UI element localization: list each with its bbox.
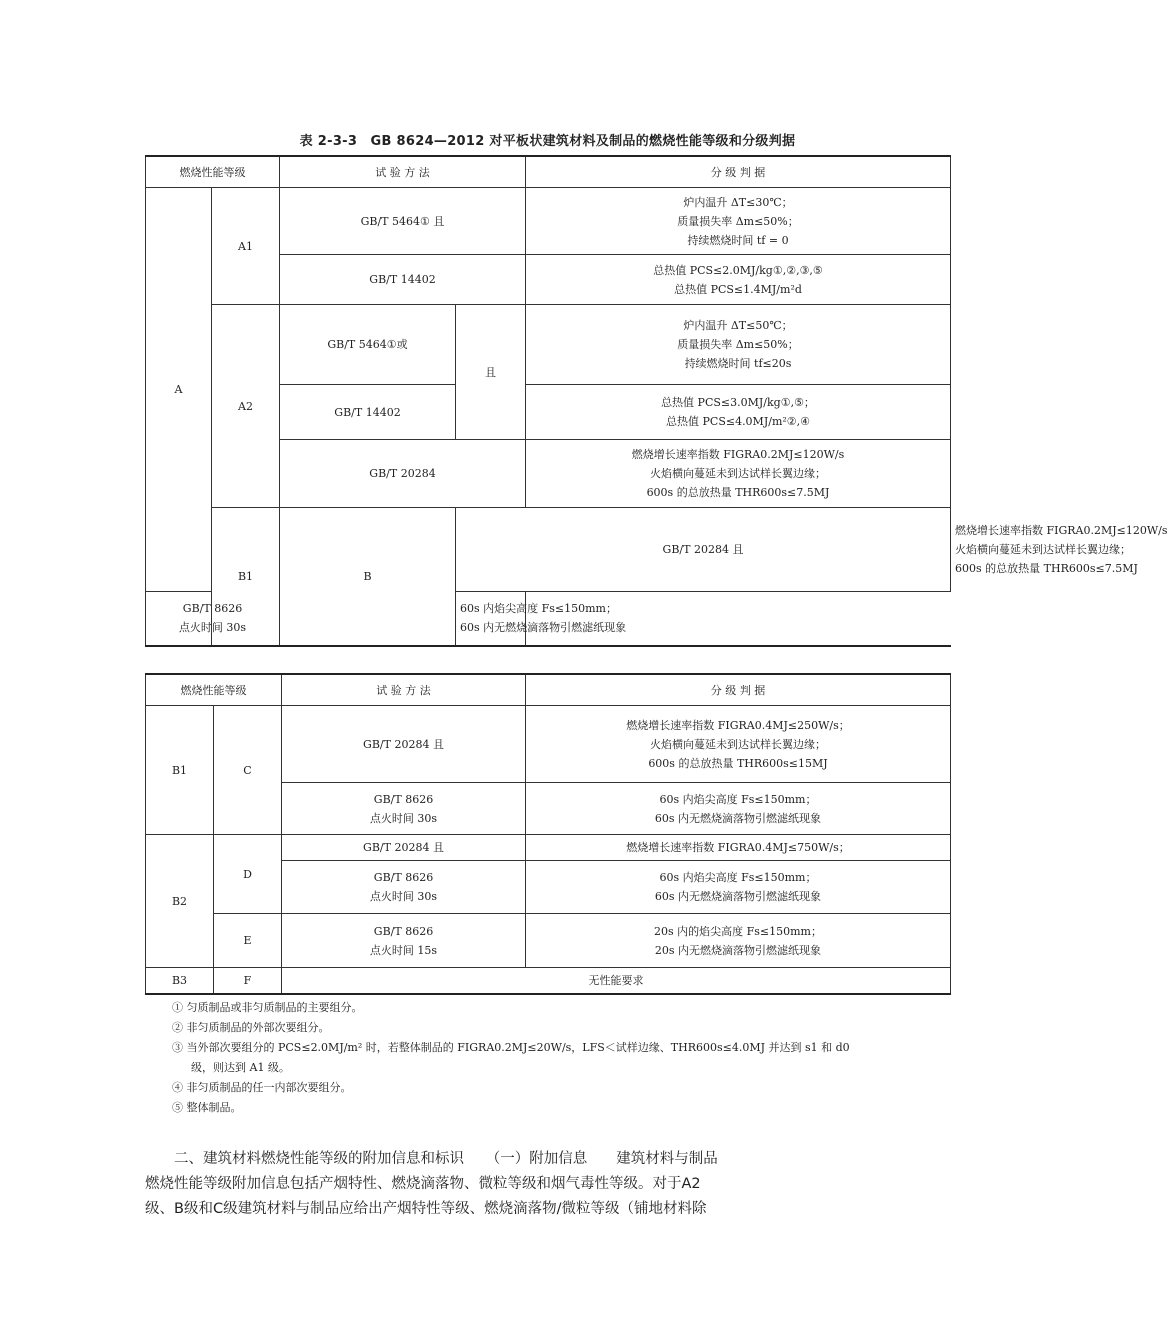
method-A1-1: GB/T 5464① 且	[280, 188, 526, 255]
subgrade-B: B	[280, 508, 456, 646]
grade-B3: B3	[146, 968, 214, 994]
note-1: ① 匀质制品或非匀质制品的主要组分。	[172, 1001, 363, 1014]
method-B-1: GB/T 20284 且	[456, 508, 951, 592]
criteria-D-1: 燃烧增长速率指数 FIGRA0.4MJ≤750W/s；	[526, 835, 951, 861]
table-part1: 燃烧性能等级 试 验 方 法 分 级 判 据 A A1 GB/T 5464① 且 炉内温升 ΔT≤30℃； 质量损失率 Δm≤50%； 持续燃烧时间 tf = 0 GB/T 14402 总热值 PCS≤2.0MJ/kg①,②,③,⑤ 总热值 PCS≤1.4MJ/m²d A2 GB/T 5464①或 且 炉内温升 ΔT≤50℃； 质量损失率 Δm≤50%； 持续燃烧时间 tf≤20s GB/T 14402 总热值 PCS≤3.0MJ/kg①,⑤； 总热值 PCS≤4.0MJ/m²②,④ GB/T 20284 燃烧增长速率指数 FIGRA0.2MJ≤120W/s 火焰横向蔓延未到达试样长翼边缘； 600s 的总放热量 THR600s≤7.5MJ B1 B GB/T 20284 且 燃烧增长速率指数 FIGRA0.2MJ≤120W/s 火焰横向蔓延未到达试样长翼边缘； 600s 的总放热量 THR600s≤7.5MJ GB/T 8626 点火时间 30s 60s 内焰尖高度 Fs≤150mm； 60s 内无燃烧滴落物引燃滤纸现象	[145, 155, 951, 647]
grade-B2: B2	[146, 835, 214, 968]
grade-B1: B1	[146, 706, 214, 835]
header-method: 试 验 方 法	[282, 674, 526, 706]
header-grade: 燃烧性能等级	[146, 156, 280, 188]
grade-B1: B1	[212, 508, 280, 646]
criteria-C-1: 燃烧增长速率指数 FIGRA0.4MJ≤250W/s； 火焰横向蔓延未到达试样长翼边缘； 600s 的总放热量 THR600s≤15MJ	[526, 706, 951, 783]
method-A1-2: GB/T 14402	[280, 255, 526, 305]
header-grade: 燃烧性能等级	[146, 674, 282, 706]
note-2: ② 非匀质制品的外部次要组分。	[172, 1021, 330, 1034]
subgrade-E: E	[214, 914, 282, 968]
method-D-1: GB/T 20284 且	[282, 835, 526, 861]
note-5: ⑤ 整体制品。	[172, 1101, 242, 1114]
method-A2-2: GB/T 14402	[280, 385, 456, 440]
criteria-F: 无性能要求	[282, 968, 951, 994]
subgrade-A2: A2	[212, 305, 280, 508]
body-paragraph	[145, 1147, 805, 1222]
method-C-2: GB/T 8626 点火时间 30s	[282, 783, 526, 835]
note-3: ③ 当外部次要组分的 PCS≤2.0MJ/m² 时，若整体制品的 FIGRA0.2MJ≤20W/s，LFS＜试样边缘、THR600s≤4.0MJ 并达到 s1 和 d0	[172, 1041, 850, 1054]
criteria-A1-1: 炉内温升 ΔT≤30℃； 质量损失率 Δm≤50%； 持续燃烧时间 tf = 0	[526, 188, 951, 255]
criteria-B-2: 60s 内焰尖高度 Fs≤150mm； 60s 内无燃烧滴落物引燃滤纸现象	[456, 592, 526, 646]
method-D-2: GB/T 8626 点火时间 30s	[282, 861, 526, 914]
subgrade-F: F	[214, 968, 282, 994]
table-caption: 表 2-3-3 GB 8624—2012 对平板状建筑材料及制品的燃烧性能等级和分级判据	[299, 134, 796, 149]
note-4: ④ 非匀质制品的任一内部次要组分。	[172, 1081, 352, 1094]
header-criteria: 分 级 判 据	[526, 156, 951, 188]
header-method: 试 验 方 法	[280, 156, 526, 188]
method-B-2: GB/T 8626 点火时间 30s	[146, 592, 280, 646]
criteria-A1-2: 总热值 PCS≤2.0MJ/kg①,②,③,⑤ 总热值 PCS≤1.4MJ/m²d	[526, 255, 951, 305]
grade-A: A	[146, 188, 212, 592]
paragraph-line-3: 级、B级和C级建筑材料与制品应给出产烟特性等级、燃烧滴落物/微粒等级（铺地材料除	[145, 1201, 707, 1217]
subgrade-A1: A1	[212, 188, 280, 305]
criteria-C-2: 60s 内焰尖高度 Fs≤150mm； 60s 内无燃烧滴落物引燃滤纸现象	[526, 783, 951, 835]
subgrade-C: C	[214, 706, 282, 835]
header-criteria: 分 级 判 据	[526, 674, 951, 706]
table-part2	[145, 673, 951, 995]
paragraph-line-2: 燃烧性能等级附加信息包括产烟特性、燃烧滴落物、微粒等级和烟气毒性等级。对于A2	[145, 1176, 701, 1192]
method-E-1: GB/T 8626 点火时间 15s	[282, 914, 526, 968]
table-notes	[172, 998, 950, 1118]
criteria-A2-1: 炉内温升 ΔT≤50℃； 质量损失率 Δm≤50%； 持续燃烧时间 tf≤20s	[526, 305, 951, 385]
method-C-1: GB/T 20284 且	[282, 706, 526, 783]
subgrade-D: D	[214, 835, 282, 914]
criteria-A2-2: 总热值 PCS≤3.0MJ/kg①,⑤； 总热值 PCS≤4.0MJ/m²②,④	[526, 385, 951, 440]
paragraph-line-1: 二、建筑材料燃烧性能等级的附加信息和标识 （一）附加信息 建筑材料与制品	[174, 1151, 718, 1167]
method-A2-3: GB/T 20284	[280, 440, 526, 508]
method-A2-1: GB/T 5464①或	[280, 305, 456, 385]
criteria-E-1: 20s 内的焰尖高度 Fs≤150mm； 20s 内无燃烧滴落物引燃滤纸现象	[526, 914, 951, 968]
note-3-continued: 级，则达到 A1 级。	[191, 1061, 290, 1074]
method-A2-and: 且	[456, 305, 526, 440]
criteria-A2-3: 燃烧增长速率指数 FIGRA0.2MJ≤120W/s 火焰横向蔓延未到达试样长翼边缘； 600s 的总放热量 THR600s≤7.5MJ	[526, 440, 951, 508]
criteria-D-2: 60s 内焰尖高度 Fs≤150mm； 60s 内无燃烧滴落物引燃滤纸现象	[526, 861, 951, 914]
